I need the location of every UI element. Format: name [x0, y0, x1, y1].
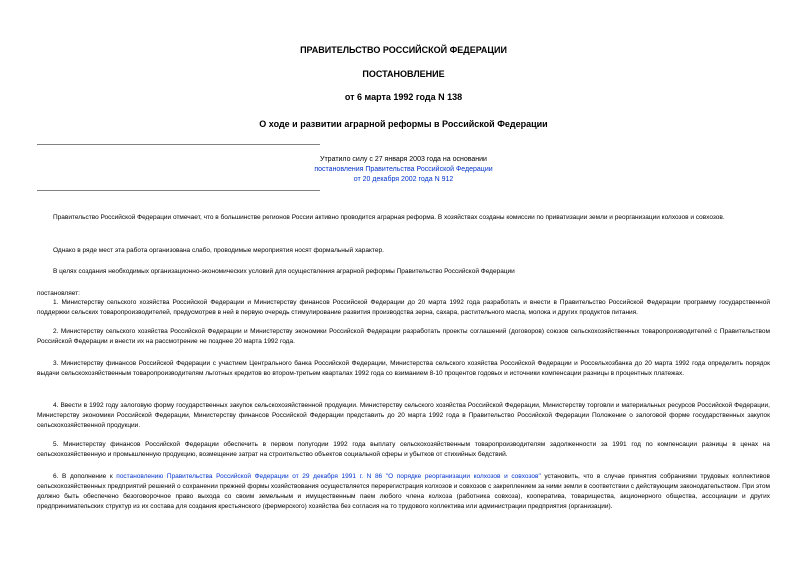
paragraph-item-4-text: 4. Ввести в 1992 году залоговую форму государственных закупок сельскохозяйственной продукции. Министерству сельского хозяйства Российской Федерации, Министерству торговли и материальных ресурсов Российской Федерации, Министерству экономики Российской Федерации, Министерству финансов Российской Федерации представить до 20 марта 1992 года в Правительство Российской Федерации Положение о залоговой форме государственных закупок сельскохозяйственной продукции.	[37, 402, 770, 429]
paragraph-intro	[37, 213, 770, 223]
government-heading: ПРАВИТЕЛЬСТВО РОССИЙСКОЙ ФЕДЕРАЦИИ	[300, 45, 507, 55]
paragraph-item-6-prefix: 6. В дополнение к	[53, 473, 117, 480]
reorganization-decree-link[interactable]: постановлению Правительства Российской Федерации от 29 декабря 1991 г. N 86 "О порядке реорганизации колхозов и совхозов"	[116, 473, 541, 480]
paragraph-item-5-text: 5. Министерству финансов Российской Федерации обеспечить в первом полугодии 1992 года выплату сельскохозяйственным товаропроизводителям задолженности за 1991 год по компенсации разницы в ценах на сельскохозяйственную и промышленную продукцию, возмещение затрат на строительство объектов социальной сферы и убытков от стихийных бедствий.	[37, 441, 770, 458]
divider-top	[37, 144, 320, 145]
paragraph-item-2	[37, 327, 770, 347]
doc-type-heading: ПОСТАНОВЛЕНИЕ	[362, 69, 445, 79]
paragraph-goal-text: В целях создания необходимых организационно-экономических условий для осуществления аграрной реформы Правительство Российской Федерации	[53, 268, 515, 275]
paragraph-item-3	[37, 359, 770, 379]
paragraph-goal	[37, 267, 770, 277]
paragraph-item-6	[37, 472, 770, 512]
paragraph-however	[37, 246, 770, 256]
document-title: О ходе и развитии аграрной реформы в Российской Федерации	[259, 119, 548, 129]
paragraph-item-4	[37, 401, 770, 431]
status-notice-text: Утратило силу с 27 января 2003 года на основании	[320, 156, 487, 163]
paragraph-item-2-text: 2. Министерству сельского хозяйства Российской Федерации и Министерству экономики Российской Федерации разработать проекты соглашений (договоров) союзов сельскохозяйственных товаропроизводителей с Правительством Российской Федерации и внести их на рассмотрение не позднее 20 марта 1992 года.	[37, 328, 770, 345]
paragraph-however-text: Однако в ряде мест эта работа организована слабо, проводимые мероприятия носят формальный характер.	[53, 247, 384, 254]
paragraph-decree-text: постановляет:	[37, 290, 80, 297]
paragraph-intro-text: Правительство Российской Федерации отмечает, что в большинстве регионов России активно проводится аграрная реформа. В хозяйствах созданы комиссии по приватизации земли и реорганизации колхозов и совхозов.	[53, 214, 725, 221]
status-notice	[0, 155, 807, 185]
paragraph-item-5	[37, 440, 770, 460]
date-number-heading: от 6 марта 1992 года N 138	[344, 92, 463, 102]
paragraph-item-1	[37, 298, 770, 318]
divider-bottom	[37, 190, 320, 191]
repeal-decree-link-date[interactable]: от 20 декабря 2002 года N 912	[353, 176, 454, 183]
paragraph-item-3-text: 3. Министерству финансов Российской Федерации с участием Центрального банка Российской Федерации, Министерства сельского хозяйства Российской Федерации и Россельхозбанка до 20 марта 1992 года определить порядок выдачи сельскохозяйственным товаропроизводителям льготных кредитов во втором-третьем кварталах 1992 года со взиманием 8-10 процентов годовых и источники компенсации разницы в процентных платежах.	[37, 360, 770, 377]
paragraph-item-6-text: установить, что в случае принятия собраниями трудовых коллективов сельскохозяйственных предприятий решений о сохранении прежней формы хозяйствования осуществляется перерегистрация колхозов и совхозов с закреплением за ними земли в соответствии с действующим законодательством. При этом должно быть обеспечено безоговорочное право выхода со своим земельным и имущественным паем любого члена колхоза (работника совхоза), кооператива, товарищества, акционерного общества, ассоциации и других предпринимательских структур из их состава для создания крестьянского (фермерского) хозяйства без согласия на то трудового коллектива или администрации предприятия (организации).	[37, 473, 770, 510]
paragraph-item-1-text: 1. Министерству сельского хозяйства Российской Федерации и Министерству финансов Российской Федерации до 20 марта 1992 года разработать и внести в Правительство Российской Федерации программу государственной поддержки сельских товаропроизводителей, предусмотрев в ней в первую очередь стимулирование развития производства зерна, сахара, растительного масла, молока и других продуктов питания.	[37, 299, 770, 316]
repeal-decree-link[interactable]: постановления Правительства Российской Федерации	[314, 166, 493, 173]
